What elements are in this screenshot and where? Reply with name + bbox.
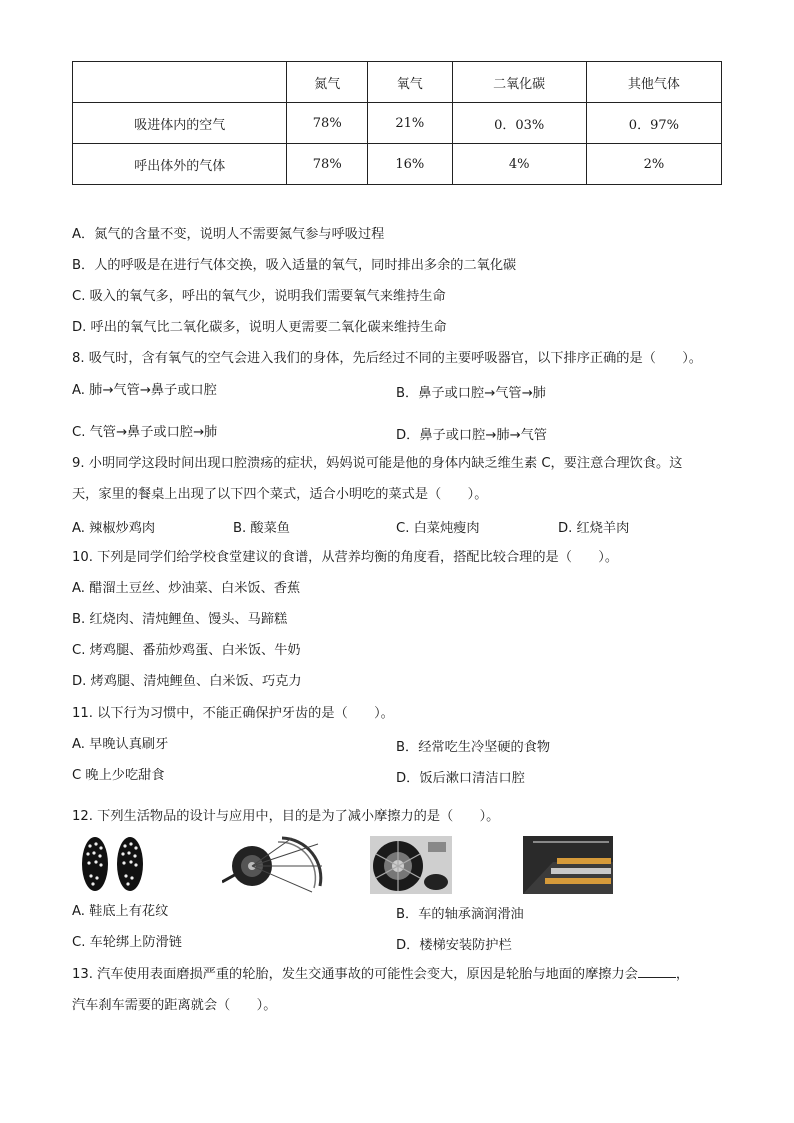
table-cell: 16% (368, 144, 453, 185)
table-cell: 0．03% (452, 103, 586, 144)
q7-option-a: A．氮气的含量不变，说明人不需要氮气参与呼吸过程 (72, 227, 385, 242)
q8-option-d: D．鼻子或口腔→肺→气管 (396, 428, 547, 443)
wheel-bearing-image (222, 836, 326, 894)
q8-stem: 8. 吸气时，含有氧气的空气会进入我们的身体，先后经过不同的主要呼吸器官，以下排序正确的是（ ）。 (72, 351, 702, 366)
q13-stem-text: 13. 汽车使用表面磨损严重的轮胎，发生交通事故的可能性会变大，原因是轮胎与地面的摩擦力会 (72, 967, 638, 982)
q7-option-d: D. 呼出的氧气比二氧化碳多，说明人更需要二氧化碳来维持生命 (72, 320, 447, 335)
q10-option-a: A. 醋溜土豆丝、炒油菜、白米饭、香蕉 (72, 581, 301, 596)
q11-option-d: D．饭后漱口清洁口腔 (396, 771, 525, 786)
table-header-cell: 氮气 (287, 62, 368, 103)
q13-stem-punct: ， (675, 967, 690, 982)
q11-option-a: A. 早晚认真刷牙 (72, 737, 169, 752)
table-header-cell: 其他气体 (586, 62, 721, 103)
table-cell: 4% (452, 144, 586, 185)
table-cell: 2% (586, 144, 721, 185)
q13-stem-line1 (72, 966, 689, 984)
q9-stem-line1: 9. 小明同学这段时间出现口腔溃疡的症状，妈妈说可能是他的身体内缺乏维生素 C，要注意合理饮食。这 (72, 456, 683, 471)
q9-option-a: A. 辣椒炒鸡肉 (72, 521, 156, 536)
table-row (73, 103, 722, 144)
q10-option-c: C. 烤鸡腿、番茄炒鸡蛋、白米饭、牛奶 (72, 643, 301, 658)
q9-option-d: D. 红烧羊肉 (558, 521, 630, 536)
q8-option-a: A. 肺→气管→鼻子或口腔 (72, 383, 217, 398)
table-cell: 21% (368, 103, 453, 144)
q8-option-b: B．鼻子或口腔→气管→肺 (396, 386, 546, 401)
q12-option-a: A. 鞋底上有花纹 (72, 904, 169, 919)
q12-option-b: B．车的轴承滴润滑油 (396, 907, 524, 922)
table-row-label: 呼出体外的气体 (73, 144, 287, 185)
q10-option-b: B. 红烧肉、清炖鲤鱼、馒头、马蹄糕 (72, 612, 288, 627)
stair-guard-image (523, 836, 613, 894)
gas-composition-table (72, 61, 722, 185)
table-header-row (73, 62, 722, 103)
table-header-cell: 二氧化碳 (452, 62, 586, 103)
q9-option-c: C. 白菜炖瘦肉 (396, 521, 480, 536)
q9-option-b: B. 酸菜鱼 (233, 521, 290, 536)
q10-option-d: D. 烤鸡腿、清炖鲤鱼、白米饭、巧克力 (72, 674, 302, 689)
table-cell: 78% (287, 144, 368, 185)
tire-chain-image (370, 836, 452, 894)
q11-stem: 11. 以下行为习惯中，不能正确保护牙齿的是（ ）。 (72, 706, 394, 721)
q12-option-c: C. 车轮绑上防滑链 (72, 935, 182, 950)
table-row-label: 吸进体内的空气 (73, 103, 287, 144)
q11-option-c: C 晚上少吃甜食 (72, 768, 165, 783)
table-header-cell: 氧气 (368, 62, 453, 103)
shoe-sole-image (74, 836, 154, 894)
table-row (73, 144, 722, 185)
q7-option-b: B．人的呼吸是在进行气体交换，吸入适量的氧气，同时排出多余的二氧化碳 (72, 258, 517, 273)
q12-option-d: D．楼梯安装防护栏 (396, 938, 512, 953)
q11-option-b: B．经常吃生冷坚硬的食物 (396, 740, 551, 755)
q10-stem: 10. 下列是同学们给学校食堂建议的食谱，从营养均衡的角度看，搭配比较合理的是（ ）。 (72, 550, 619, 565)
table-header-cell (73, 62, 287, 103)
table-cell: 78% (287, 103, 368, 144)
q13-stem-line2: 汽车刹车需要的距离就会（ ）。 (72, 998, 277, 1013)
q7-option-c: C. 吸入的氧气多，呼出的氧气少，说明我们需要氧气来维持生命 (72, 289, 446, 304)
q8-option-c: C. 气管→鼻子或口腔→肺 (72, 425, 218, 440)
answer-blank (638, 977, 676, 978)
q12-stem: 12. 下列生活物品的设计与应用中，目的是为了减小摩擦力的是（ ）。 (72, 809, 500, 824)
table-cell: 0．97% (586, 103, 721, 144)
q9-stem-line2: 天，家里的餐桌上出现了以下四个菜式，适合小明吃的菜式是（ ）。 (72, 487, 488, 502)
